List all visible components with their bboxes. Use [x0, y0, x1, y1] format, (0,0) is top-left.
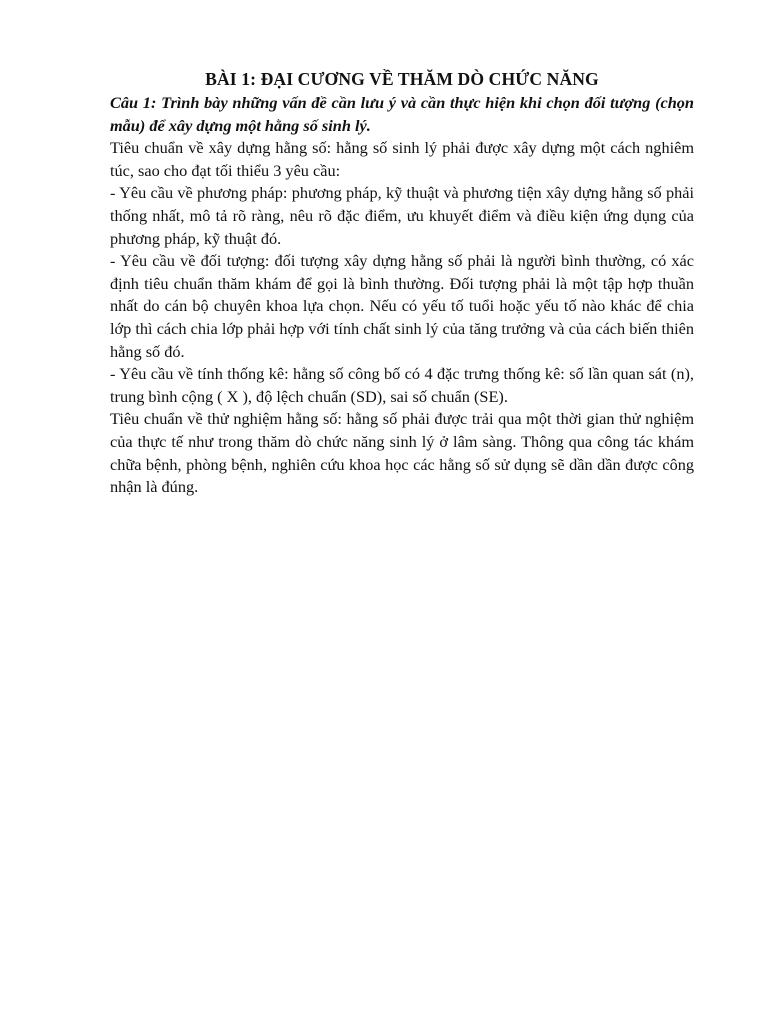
paragraph-subject-requirement: - Yêu cầu về đối tượng: đối tượng xây dựng hằng số phải là người bình thường, có xác định tiêu chuẩn thăm khám để gọi là bình thường. Đối tượng phải là một tập hợp thuần nhất do cán bộ chuyên khoa lựa chọn. Nếu có yếu tố tuổi hoặc yếu tố nào khác để chia lớp thì cách chia lớp phải hợp với tính chất sinh lý của tăng trưởng và của cách biến thiên hằng số đó.	[110, 251, 694, 361]
paragraph-method-requirement: - Yêu cầu về phương pháp: phương pháp, kỹ thuật và phương tiện xây dựng hằng số phải thống nhất, mô tả rõ ràng, nêu rõ đặc điểm, ưu khuyết điểm và điều kiện ứng dụng của phương pháp, kỹ thuật đó.	[110, 183, 694, 248]
document-title: BÀI 1: ĐẠI CƯƠNG VỀ THĂM DÒ CHỨC NĂNG	[205, 69, 599, 89]
document-page	[110, 66, 694, 499]
paragraph-standard-building: Tiêu chuẩn về xây dựng hằng số: hằng số sinh lý phải được xây dựng một cách nghiêm túc, sao cho đạt tối thiểu 3 yêu cầu:	[110, 138, 694, 180]
paragraph-statistics-requirement: - Yêu cầu về tính thống kê: hằng số công bố có 4 đặc trưng thống kê: số lần quan sát (n), trung bình cộng ( X ), độ lệch chuẩn (SD), sai số chuẩn (SE).	[110, 364, 694, 406]
question-heading: Câu 1: Trình bày những vấn đề cần lưu ý và cần thực hiện khi chọn đối tượng (chọn mẫu) để xây dựng một hằng số sinh lý.	[110, 93, 694, 135]
paragraph-testing-standard: Tiêu chuẩn về thử nghiệm hằng số: hằng số phải được trải qua một thời gian thử nghiệm của thực tế như trong thăm dò chức năng sinh lý ở lâm sàng. Thông qua công tác khám chữa bệnh, phòng bệnh, nghiên cứu khoa học các hằng số sử dụng sẽ dần dần được công nhận là đúng.	[110, 409, 694, 497]
